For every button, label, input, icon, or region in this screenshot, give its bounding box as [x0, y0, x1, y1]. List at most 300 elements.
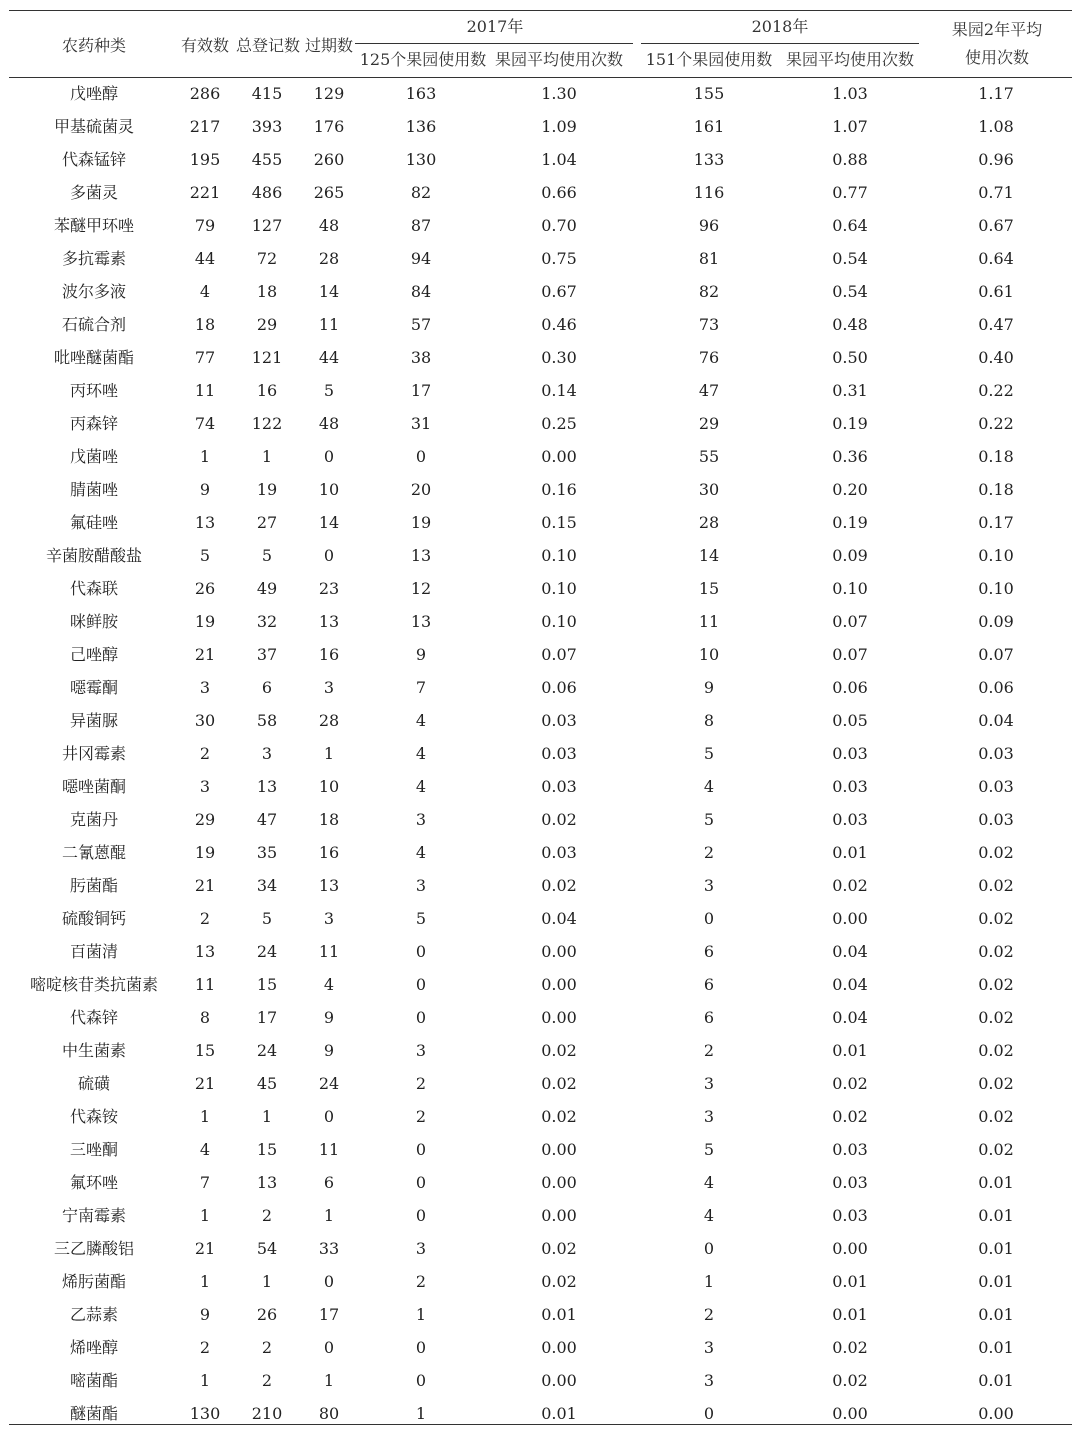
table-row: [9, 1034, 1072, 1067]
total-registered: 26: [256, 1305, 278, 1324]
avg-use-2018: 0.54: [832, 249, 868, 268]
table-row: [9, 440, 1072, 473]
orchards-2018: 55: [698, 447, 720, 466]
orchards-2017: 1: [415, 1404, 427, 1423]
avg-use-2018: 0.09: [832, 546, 868, 565]
avg-use-2018: 0.00: [832, 909, 868, 928]
two-year-avg: 0.03: [978, 810, 1014, 829]
orchards-2018: 0: [703, 909, 715, 928]
avg-use-2018: 0.01: [832, 1272, 868, 1291]
two-year-avg: 0.17: [978, 513, 1014, 532]
total-registered: 34: [256, 876, 278, 895]
orchards-2018: 73: [698, 315, 720, 334]
avg-use-2018: 0.03: [832, 1206, 868, 1225]
avg-use-2018: 0.02: [832, 876, 868, 895]
avg-use-2018: 0.01: [832, 843, 868, 862]
avg-use-2017: 0.02: [541, 876, 577, 895]
avg-use-2017: 0.07: [541, 645, 577, 664]
two-year-avg: 0.61: [978, 282, 1014, 301]
valid-count: 11: [194, 975, 216, 994]
expired-count: 0: [323, 1107, 335, 1126]
orchards-2018: 3: [703, 876, 715, 895]
avg-use-2017: 0.00: [541, 1173, 577, 1192]
two-year-avg: 0.10: [978, 579, 1014, 598]
avg-use-2018: 0.00: [832, 1404, 868, 1423]
pesticide-name: 肟菌酯: [69, 876, 118, 895]
orchards-2017: 94: [410, 249, 432, 268]
avg-use-2017: 0.25: [541, 414, 577, 433]
total-registered: 455: [251, 150, 283, 169]
orchards-2018: 6: [703, 975, 715, 994]
avg-use-2018: 0.03: [832, 810, 868, 829]
orchards-2018: 29: [698, 414, 720, 433]
orchards-2017: 0: [415, 1140, 427, 1159]
expired-count: 48: [318, 216, 340, 235]
avg-use-2017: 0.06: [541, 678, 577, 697]
pesticide-name: 嘧菌酯: [69, 1371, 118, 1390]
orchards-2017: 0: [415, 1338, 427, 1357]
orchards-2018: 47: [698, 381, 720, 400]
avg-use-2018: 0.10: [832, 579, 868, 598]
valid-count: 1: [199, 447, 211, 466]
two-year-avg: 0.02: [978, 1008, 1014, 1027]
orchards-2017: 0: [415, 1173, 427, 1192]
pesticide-name: 石硫合剂: [61, 315, 126, 334]
avg-use-2018: 0.03: [832, 777, 868, 796]
expired-count: 16: [318, 645, 340, 664]
pesticide-name: 波尔多液: [61, 282, 126, 301]
orchards-2018: 11: [698, 612, 720, 631]
orchards-2017: 0: [415, 975, 427, 994]
expired-count: 11: [318, 315, 340, 334]
two-year-avg: 0.01: [978, 1305, 1014, 1324]
orchards-2017: 0: [415, 942, 427, 961]
two-year-avg: 0.01: [978, 1338, 1014, 1357]
pesticide-name: 代森联: [69, 579, 118, 598]
orchards-2017: 9: [415, 645, 427, 664]
table-row: [9, 1331, 1072, 1364]
avg-use-2017: 0.14: [541, 381, 577, 400]
expired-count: 0: [323, 546, 335, 565]
orchards-2018: 8: [703, 711, 715, 730]
pesticide-name: 烯肟菌酯: [61, 1272, 126, 1291]
two-year-avg: 0.02: [978, 876, 1014, 895]
orchards-2018: 5: [703, 744, 715, 763]
orchards-2017: 4: [415, 744, 427, 763]
pesticide-name: 多菌灵: [69, 183, 118, 202]
total-registered: 121: [251, 348, 283, 367]
expired-count: 13: [318, 876, 340, 895]
expired-count: 1: [323, 744, 335, 763]
orchards-2018: 133: [693, 150, 725, 169]
table-row: [9, 143, 1072, 176]
orchards-2017: 38: [410, 348, 432, 367]
expired-count: 176: [313, 117, 345, 136]
two-year-avg: 1.17: [978, 84, 1014, 103]
two-year-avg: 0.71: [978, 183, 1014, 202]
avg-use-2018: 0.06: [832, 678, 868, 697]
total-registered: 72: [256, 249, 278, 268]
two-year-avg: 0.01: [978, 1206, 1014, 1225]
two-year-avg: 0.02: [978, 843, 1014, 862]
avg-use-2018: 0.31: [832, 381, 868, 400]
orchards-2017: 84: [410, 282, 432, 301]
table-row: [9, 176, 1072, 209]
total-registered: 13: [256, 777, 278, 796]
two-year-avg: 0.10: [978, 546, 1014, 565]
two-year-avg: 0.02: [978, 975, 1014, 994]
valid-count: 4: [199, 282, 211, 301]
expired-count: 28: [318, 711, 340, 730]
avg-use-2017: 0.00: [541, 975, 577, 994]
pesticide-name: 井冈霉素: [61, 744, 126, 763]
orchards-2017: 20: [410, 480, 432, 499]
two-year-avg: 0.01: [978, 1239, 1014, 1258]
two-year-avg: 0.02: [978, 909, 1014, 928]
expired-count: 0: [323, 1272, 335, 1291]
avg-use-2017: 0.02: [541, 1041, 577, 1060]
expired-count: 23: [318, 579, 340, 598]
total-registered: 29: [256, 315, 278, 334]
avg-use-2018: 0.19: [832, 513, 868, 532]
orchards-2018: 1: [703, 1272, 715, 1291]
bottom-rule: [9, 1424, 1072, 1425]
orchards-2018: 2: [703, 843, 715, 862]
pesticide-name: 氟环唑: [69, 1173, 118, 1192]
two-year-avg: 0.67: [978, 216, 1014, 235]
valid-count: 79: [194, 216, 216, 235]
valid-count: 3: [199, 678, 211, 697]
expired-count: 5: [323, 381, 335, 400]
table-row: [9, 77, 1072, 110]
avg-use-2017: 0.02: [541, 1239, 577, 1258]
table-row: [9, 968, 1072, 1001]
two-year-avg: 0.18: [978, 447, 1014, 466]
table-row: [9, 803, 1072, 836]
table-row: [9, 572, 1072, 605]
orchards-2018: 3: [703, 1371, 715, 1390]
pesticide-name: 醚菌酯: [69, 1404, 118, 1423]
orchards-2018: 15: [698, 579, 720, 598]
avg-use-2018: 0.05: [832, 711, 868, 730]
avg-use-2018: 0.19: [832, 414, 868, 433]
avg-use-2017: 0.03: [541, 843, 577, 862]
total-registered: 6: [261, 678, 273, 697]
pesticide-name: 代森铵: [69, 1107, 118, 1126]
avg-use-2018: 0.02: [832, 1371, 868, 1390]
total-registered: 13: [256, 1173, 278, 1192]
table-row: [9, 1364, 1072, 1397]
total-registered: 5: [261, 546, 273, 565]
orchards-2018: 6: [703, 942, 715, 961]
expired-count: 0: [323, 447, 335, 466]
header-total-registered: 总登记数: [235, 36, 300, 55]
table-row: [9, 407, 1072, 440]
total-registered: 415: [251, 84, 283, 103]
avg-use-2017: 1.09: [541, 117, 577, 136]
total-registered: 2: [261, 1206, 273, 1225]
expired-count: 9: [323, 1008, 335, 1027]
table-row: [9, 737, 1072, 770]
table-row: [9, 1067, 1072, 1100]
expired-count: 265: [313, 183, 345, 202]
pesticide-name: 戊唑醇: [69, 84, 118, 103]
expired-count: 10: [318, 777, 340, 796]
avg-use-2017: 0.03: [541, 711, 577, 730]
orchards-2017: 2: [415, 1272, 427, 1291]
valid-count: 30: [194, 711, 216, 730]
orchards-2017: 2: [415, 1107, 427, 1126]
avg-use-2018: 0.54: [832, 282, 868, 301]
table-row: [9, 341, 1072, 374]
table-row: [9, 374, 1072, 407]
avg-use-2017: 0.10: [541, 612, 577, 631]
valid-count: 3: [199, 777, 211, 796]
valid-count: 21: [194, 645, 216, 664]
pesticide-name: 硫磺: [77, 1074, 110, 1093]
orchards-2018: 3: [703, 1107, 715, 1126]
pesticide-name: 多抗霉素: [61, 249, 126, 268]
total-registered: 45: [256, 1074, 278, 1093]
valid-count: 44: [194, 249, 216, 268]
expired-count: 10: [318, 480, 340, 499]
orchards-2018: 161: [693, 117, 725, 136]
valid-count: 15: [194, 1041, 216, 1060]
avg-use-2017: 0.02: [541, 810, 577, 829]
two-year-avg: 0.01: [978, 1173, 1014, 1192]
orchards-2018: 5: [703, 810, 715, 829]
two-year-avg: 0.64: [978, 249, 1014, 268]
total-registered: 486: [251, 183, 283, 202]
table-row: [9, 869, 1072, 902]
expired-count: 80: [318, 1404, 340, 1423]
valid-count: 2: [199, 1338, 211, 1357]
expired-count: 9: [323, 1041, 335, 1060]
expired-count: 17: [318, 1305, 340, 1324]
orchards-2017: 4: [415, 777, 427, 796]
table-row: [9, 110, 1072, 143]
pesticide-name: 吡唑醚菌酯: [53, 348, 134, 367]
orchards-2018: 82: [698, 282, 720, 301]
pesticide-name: 辛菌胺醋酸盐: [45, 546, 142, 565]
expired-count: 33: [318, 1239, 340, 1258]
expired-count: 13: [318, 612, 340, 631]
header-avg-use-2018: 果园平均使用次数: [785, 50, 914, 69]
orchards-2017: 4: [415, 711, 427, 730]
avg-use-2018: 0.02: [832, 1338, 868, 1357]
avg-use-2017: 0.00: [541, 1008, 577, 1027]
orchards-2017: 13: [410, 546, 432, 565]
pesticide-name: 甲基硫菌灵: [53, 117, 134, 136]
table-row: [9, 770, 1072, 803]
avg-use-2018: 0.20: [832, 480, 868, 499]
pesticide-name: 丙环唑: [69, 381, 118, 400]
two-year-avg: 0.02: [978, 1107, 1014, 1126]
table-row: [9, 275, 1072, 308]
orchards-2018: 4: [703, 1173, 715, 1192]
table-row: [9, 506, 1072, 539]
avg-use-2017: 0.00: [541, 1371, 577, 1390]
orchards-2018: 5: [703, 1140, 715, 1159]
orchards-2017: 163: [405, 84, 437, 103]
total-registered: 32: [256, 612, 278, 631]
avg-use-2017: 0.00: [541, 1338, 577, 1357]
valid-count: 19: [194, 843, 216, 862]
table-row: [9, 935, 1072, 968]
valid-count: 1: [199, 1272, 211, 1291]
valid-count: 286: [189, 84, 221, 103]
orchards-2017: 57: [410, 315, 432, 334]
orchards-2017: 1: [415, 1305, 427, 1324]
table-row: [9, 1265, 1072, 1298]
total-registered: 3: [261, 744, 273, 763]
orchards-2017: 0: [415, 1371, 427, 1390]
valid-count: 26: [194, 579, 216, 598]
total-registered: 58: [256, 711, 278, 730]
avg-use-2017: 0.00: [541, 1140, 577, 1159]
expired-count: 4: [323, 975, 335, 994]
orchards-2017: 19: [410, 513, 432, 532]
expired-count: 44: [318, 348, 340, 367]
two-year-avg: 0.01: [978, 1272, 1014, 1291]
total-registered: 18: [256, 282, 278, 301]
total-registered: 122: [251, 414, 283, 433]
header-year-2018: 2018年: [751, 17, 809, 36]
orchards-2018: 96: [698, 216, 720, 235]
valid-count: 8: [199, 1008, 211, 1027]
valid-count: 221: [189, 183, 221, 202]
two-year-avg: 0.09: [978, 612, 1014, 631]
avg-use-2017: 0.15: [541, 513, 577, 532]
avg-use-2018: 0.00: [832, 1239, 868, 1258]
total-registered: 5: [261, 909, 273, 928]
two-year-avg: 0.06: [978, 678, 1014, 697]
total-registered: 54: [256, 1239, 278, 1258]
avg-use-2017: 0.01: [541, 1404, 577, 1423]
total-registered: 24: [256, 942, 278, 961]
expired-count: 11: [318, 942, 340, 961]
expired-count: 48: [318, 414, 340, 433]
orchards-2018: 3: [703, 1074, 715, 1093]
avg-use-2017: 0.67: [541, 282, 577, 301]
avg-use-2018: 0.36: [832, 447, 868, 466]
two-year-avg: 0.22: [978, 414, 1014, 433]
orchards-2017: 2: [415, 1074, 427, 1093]
orchards-2018: 76: [698, 348, 720, 367]
header-year-2017: 2017年: [466, 17, 524, 36]
expired-count: 6: [323, 1173, 335, 1192]
pesticide-name: 苯醚甲环唑: [53, 216, 134, 235]
orchards-2017: 0: [415, 1206, 427, 1225]
valid-count: 11: [194, 381, 216, 400]
header-valid-count: 有效数: [180, 36, 229, 55]
table-row: [9, 1232, 1072, 1265]
avg-use-2018: 0.07: [832, 645, 868, 664]
avg-use-2018: 0.03: [832, 744, 868, 763]
valid-count: 1: [199, 1371, 211, 1390]
two-year-avg: 0.40: [978, 348, 1014, 367]
pesticide-name: 三唑酮: [69, 1140, 118, 1159]
expired-count: 14: [318, 282, 340, 301]
orchards-2017: 3: [415, 876, 427, 895]
two-year-avg: 0.18: [978, 480, 1014, 499]
valid-count: 195: [189, 150, 221, 169]
orchards-2017: 5: [415, 909, 427, 928]
two-year-avg: 1.08: [978, 117, 1014, 136]
pesticide-name: 三乙膦酸铝: [53, 1239, 134, 1258]
avg-use-2018: 0.03: [832, 1140, 868, 1159]
table-row: [9, 704, 1072, 737]
avg-use-2017: 0.01: [541, 1305, 577, 1324]
valid-count: 19: [194, 612, 216, 631]
avg-use-2017: 0.10: [541, 546, 577, 565]
total-registered: 127: [251, 216, 283, 235]
avg-use-2017: 0.10: [541, 579, 577, 598]
total-registered: 393: [251, 117, 283, 136]
orchards-2018: 30: [698, 480, 720, 499]
two-year-avg: 0.03: [978, 777, 1014, 796]
orchards-2018: 4: [703, 777, 715, 796]
orchards-2017: 0: [415, 1008, 427, 1027]
avg-use-2017: 0.30: [541, 348, 577, 367]
orchards-2018: 14: [698, 546, 720, 565]
valid-count: 9: [199, 1305, 211, 1324]
header-orchards-2017: 125个果园使用数: [359, 50, 487, 69]
total-registered: 2: [261, 1371, 273, 1390]
total-registered: 15: [256, 975, 278, 994]
avg-use-2017: 1.04: [541, 150, 577, 169]
year-2017-underline: [355, 43, 633, 44]
pesticide-name: 腈菌唑: [69, 480, 118, 499]
total-registered: 1: [261, 1272, 273, 1291]
table-row: [9, 209, 1072, 242]
table-row: [9, 638, 1072, 671]
avg-use-2018: 0.03: [832, 1173, 868, 1192]
orchards-2017: 3: [415, 810, 427, 829]
pesticide-name: 噁唑菌酮: [61, 777, 126, 796]
pesticide-name: 代森锰锌: [61, 150, 126, 169]
pesticide-name: 氟硅唑: [69, 513, 118, 532]
orchards-2018: 0: [703, 1239, 715, 1258]
table-row: [9, 1397, 1072, 1430]
valid-count: 217: [189, 117, 221, 136]
orchards-2017: 31: [410, 414, 432, 433]
avg-use-2017: 0.02: [541, 1107, 577, 1126]
avg-use-2018: 1.07: [832, 117, 868, 136]
valid-count: 4: [199, 1140, 211, 1159]
total-registered: 24: [256, 1041, 278, 1060]
avg-use-2018: 0.04: [832, 1008, 868, 1027]
pesticide-name: 代森锌: [69, 1008, 118, 1027]
orchards-2017: 13: [410, 612, 432, 631]
valid-count: 21: [194, 1074, 216, 1093]
table-row: [9, 902, 1072, 935]
valid-count: 13: [194, 513, 216, 532]
avg-use-2018: 0.04: [832, 975, 868, 994]
header-two-year-avg-line2: 使用次数: [964, 48, 1029, 67]
avg-use-2017: 0.00: [541, 942, 577, 961]
pesticide-name: 咪鲜胺: [69, 612, 118, 631]
avg-use-2018: 0.48: [832, 315, 868, 334]
avg-use-2018: 0.07: [832, 612, 868, 631]
orchards-2018: 116: [693, 183, 725, 202]
orchards-2018: 6: [703, 1008, 715, 1027]
pesticide-name: 宁南霉素: [61, 1206, 126, 1225]
two-year-avg: 0.02: [978, 1041, 1014, 1060]
orchards-2018: 2: [703, 1305, 715, 1324]
orchards-2017: 3: [415, 1041, 427, 1060]
orchards-2017: 87: [410, 216, 432, 235]
